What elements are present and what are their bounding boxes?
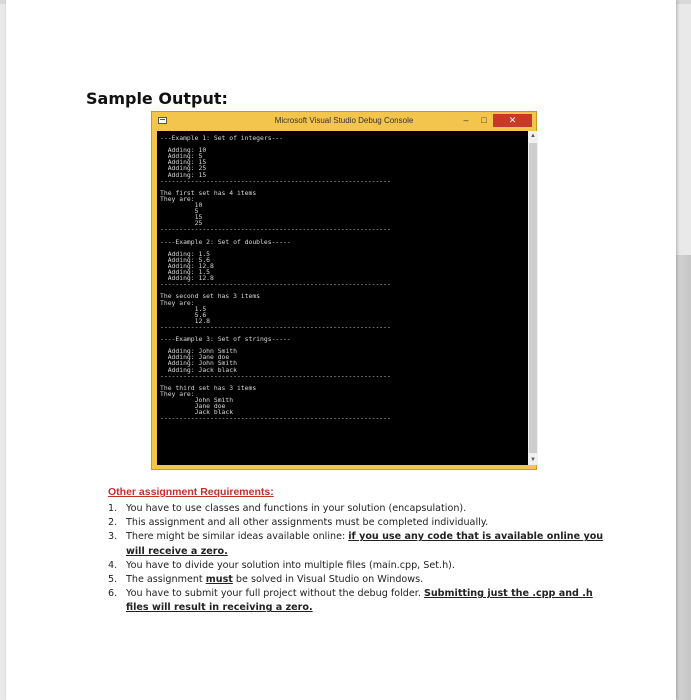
list-item xyxy=(108,530,618,558)
maximize-button[interactable]: □ xyxy=(481,115,487,125)
list-item xyxy=(108,587,618,615)
page-title: Sample Output: xyxy=(86,89,228,108)
list-text: This assignment and all other assignments must be completed individually. xyxy=(126,517,489,529)
list-number: 1. xyxy=(108,503,118,514)
list-text: The assignment xyxy=(126,574,206,586)
list-item xyxy=(108,516,618,530)
list-text: be solved in Visual Studio on Windows. xyxy=(232,574,424,586)
list-text: You have to use classes and functions in your solution (encapsulation). xyxy=(126,503,467,514)
list-item xyxy=(108,573,618,587)
console-scrollbar[interactable] xyxy=(528,131,538,465)
scrollbar-thumb[interactable] xyxy=(529,143,537,453)
list-number: 4. xyxy=(108,559,118,571)
list-item xyxy=(108,502,618,516)
requirements-list xyxy=(108,502,618,616)
list-text: There might be similar ideas available online: xyxy=(126,531,349,543)
scroll-up-icon[interactable]: ▲ xyxy=(530,133,536,139)
console-window-title: Microsoft Visual Studio Debug Console xyxy=(274,116,414,125)
scroll-down-icon[interactable]: ▼ xyxy=(530,457,536,463)
list-emphasis: Submitting just the .cpp and .h files will result in receiving a zero. xyxy=(126,588,593,614)
list-number: 5. xyxy=(108,574,118,586)
close-button[interactable]: ✕ xyxy=(493,114,532,127)
list-item xyxy=(108,559,618,573)
list-number: 3. xyxy=(108,531,118,543)
list-emphasis: if you use any code that is available online you will receive a zero. xyxy=(126,531,604,557)
list-number: 2. xyxy=(108,517,118,529)
debug-console-window xyxy=(151,111,537,470)
page-edge xyxy=(676,255,691,700)
console-output-area xyxy=(157,131,528,465)
console-output-text: ---Example 1: Set of integers--- Adding: 10 Adding: 5 Adding: 15 Adding: 25 Adding: 15 ------------------------------------------------------------ The first set has 4 items They are: 10 5 15 25 ------------------------------------------------------------ ----Example 2: Set of doubles----- Adding: 1.5 Adding: 5.6 Adding: 12.8 Adding: 1.5 Adding: 12.8 ------------------------------------------------------------ The second set has 3 items They are: 1.5 5.6 12.8 ------------------------------------------------------------ ----Example 3: Set of strings----- Adding: John Smith Adding: Jane doe Adding: John Smith Adding: Jack black ------------------------------------------------------------ The third set has 3 items They are: John Smith Jane doe Jack black ------------------------------------------------------------ xyxy=(160,134,391,423)
list-number: 6. xyxy=(108,588,118,600)
minimize-button[interactable]: – xyxy=(463,115,469,125)
list-text: You have to divide your solution into multiple files (main.cpp, Set.h). xyxy=(126,559,455,571)
list-emphasis: must xyxy=(205,574,233,586)
requirements-title: Other assignment Requirements: xyxy=(108,486,274,498)
list-text: You have to submit your full project without the debug folder. xyxy=(126,588,424,600)
